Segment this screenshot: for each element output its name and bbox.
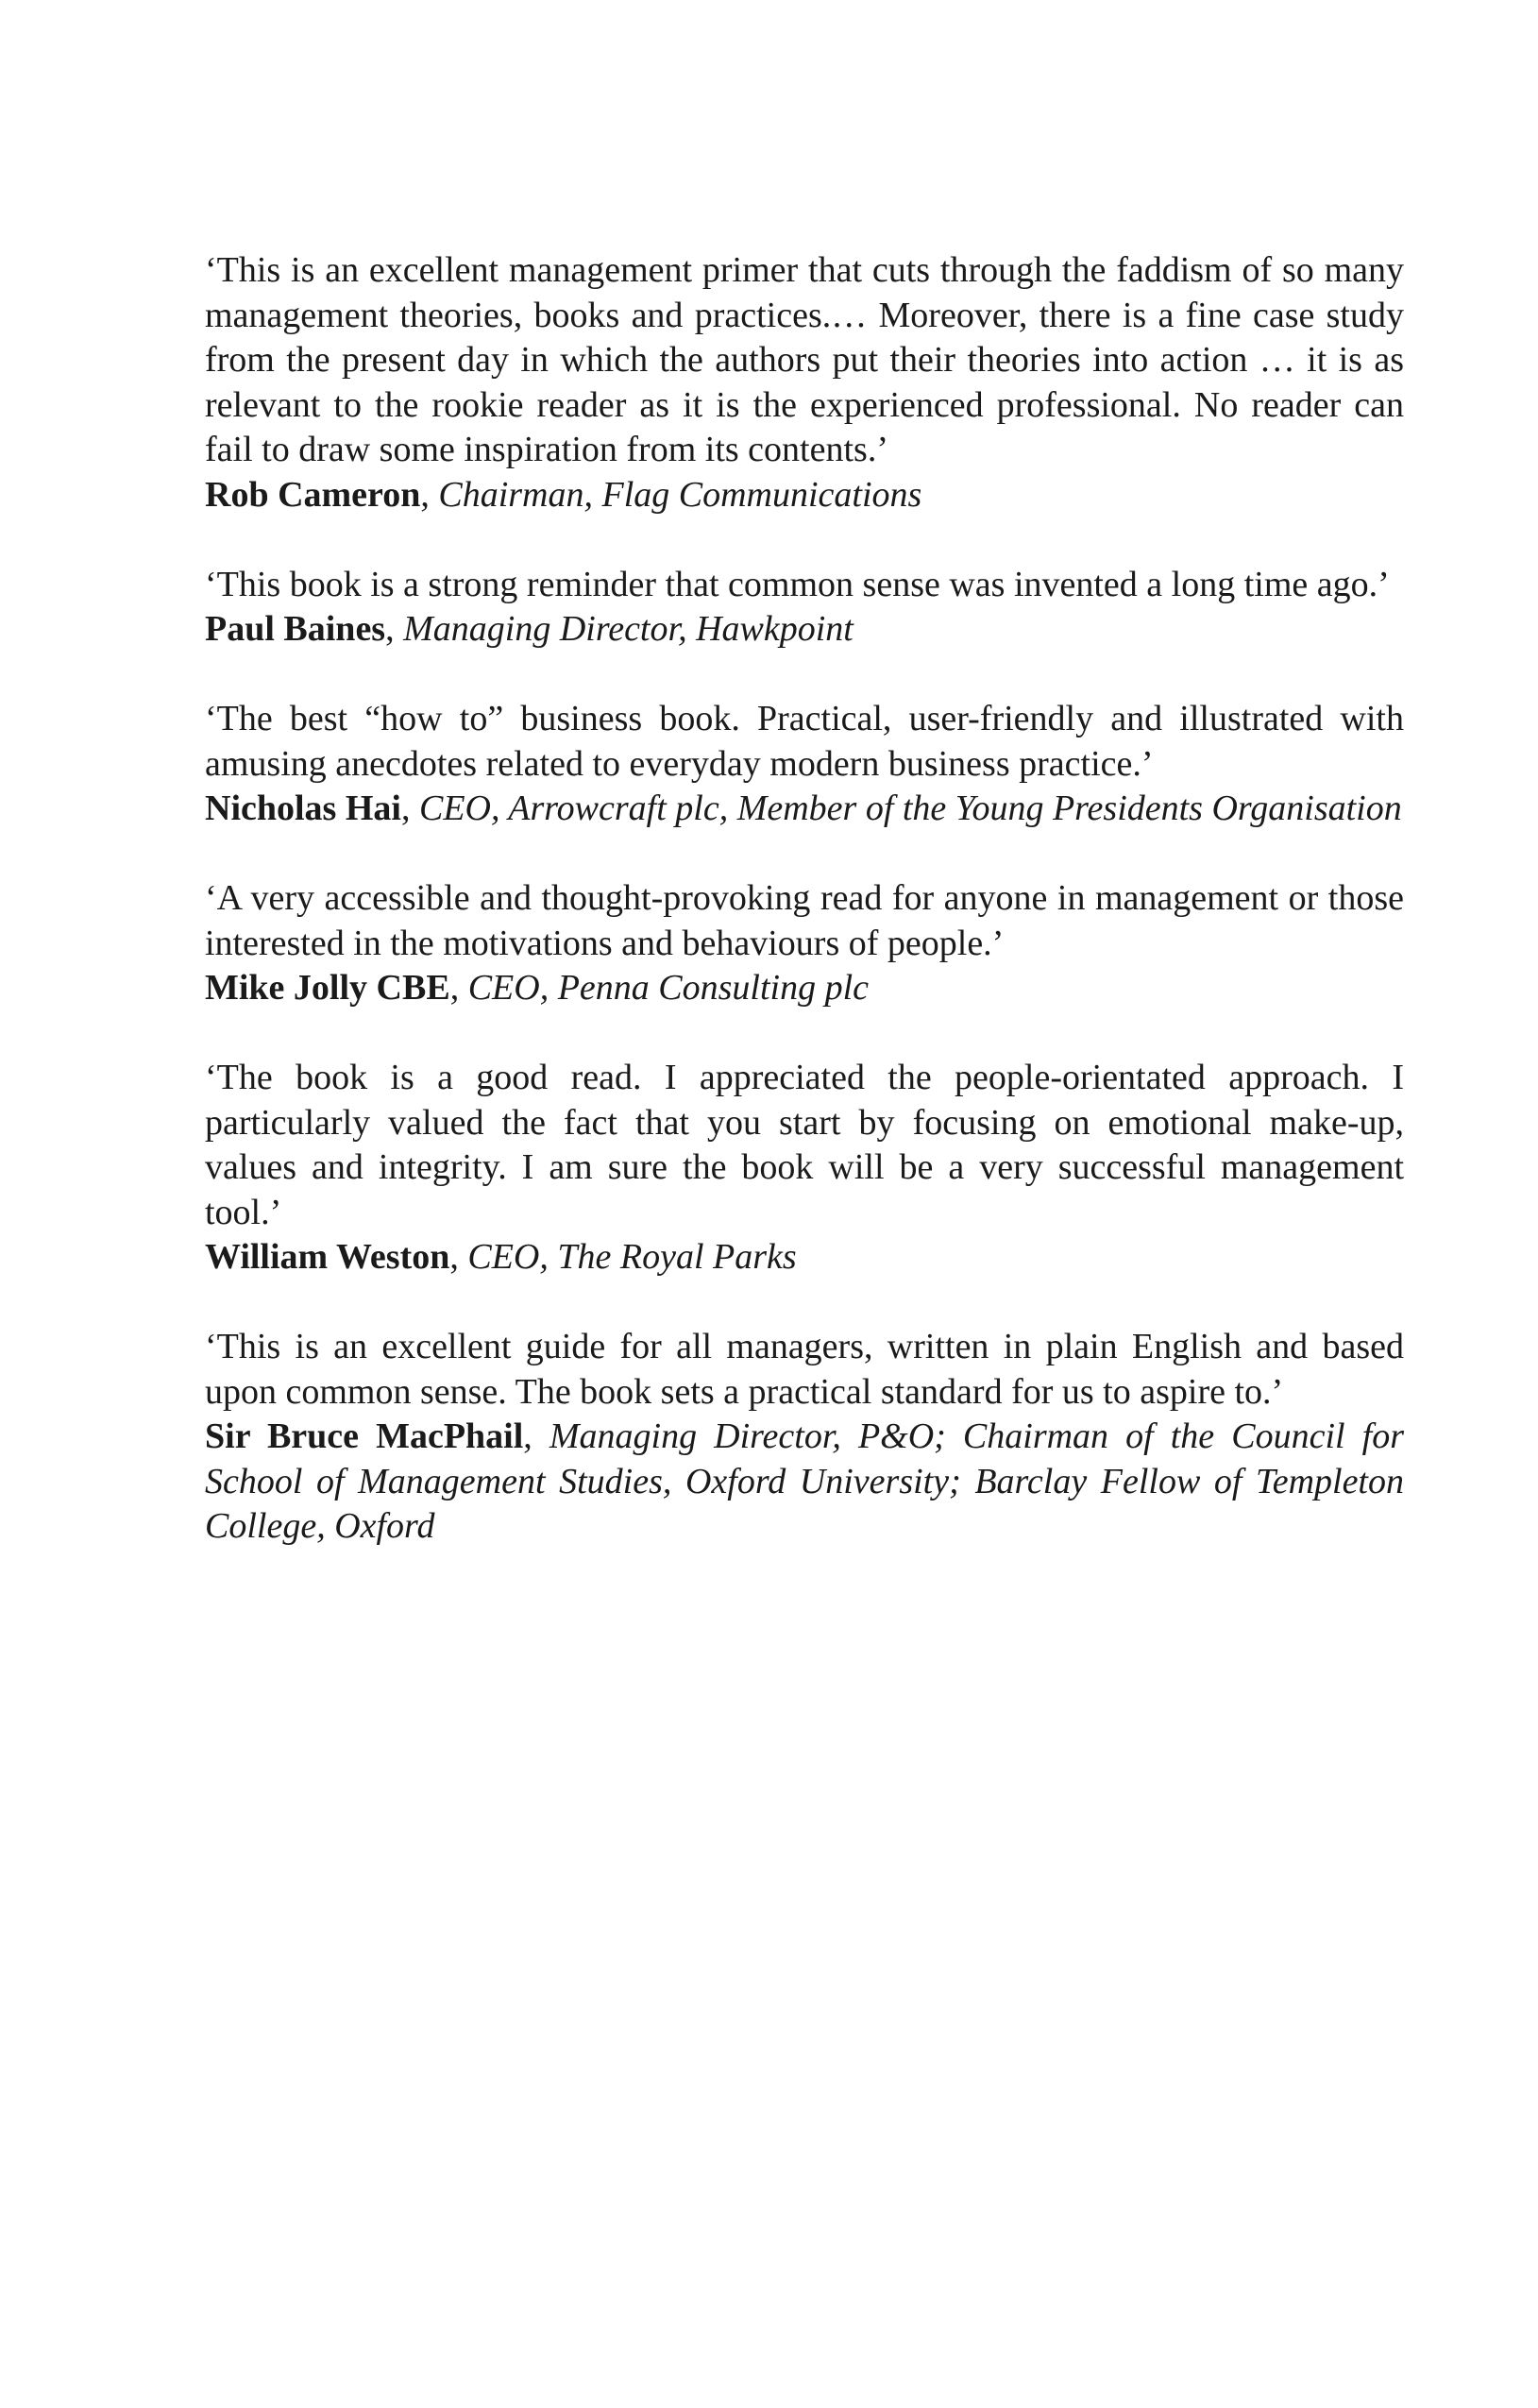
endorsement-quote: ‘This is an excellent management primer that cuts through the faddism of so many management theories, books and practices.… Moreover, there is a fine case study from the present day in which the authors put their theories into action … it is as relevant to the rookie reader as it is the experienced professional. No reader can fail to draw some inspiration from its contents.’ (205, 250, 1404, 469)
attribution-separator: , (449, 1237, 468, 1277)
endorsement-bruce-macphail (205, 1325, 1404, 1550)
endorser-name: Nicholas Hai (205, 789, 401, 828)
endorsement-attribution (205, 966, 1404, 1011)
endorsement-quote: ‘The book is a good read. I appreciated the people-orientated approach. I particularly valued the fact that you start by focusing on emotional make-up, values and integrity. I am sure the book will be a very successful management tool.’ (205, 1058, 1404, 1232)
attribution-separator: , (385, 609, 404, 649)
endorser-name: Mike Jolly CBE (205, 968, 450, 1008)
endorsement-quote: ‘This book is a strong reminder that common sense was invented a long time ago.’ (205, 564, 1390, 604)
endorsement-attribution (205, 787, 1404, 832)
endorsement-nicholas-hai (205, 697, 1404, 832)
attribution-separator: , (523, 1416, 549, 1456)
endorsement-attribution (205, 607, 1404, 653)
endorser-name: William Weston (205, 1237, 450, 1277)
endorser-name: Sir Bruce MacPhail (205, 1416, 524, 1456)
attribution-separator: , (449, 968, 468, 1008)
endorsements-list (205, 248, 1404, 1594)
endorsement-attribution (205, 1415, 1404, 1550)
endorser-role: CEO, The Royal Parks (467, 1237, 797, 1277)
endorsement-quote: ‘The best “how to” business book. Practical, user-friendly and illustrated with amusing anecdotes related to everyday modern business practice.’ (205, 699, 1404, 784)
endorsement-quote: ‘A very accessible and thought-provoking read for anyone in management or those interested in the motivations and behaviours of people.’ (205, 878, 1404, 963)
endorsement-quote: ‘This is an excellent guide for all managers, written in plain English and based upon common sense. The book sets a practical standard for us to aspire to.’ (205, 1327, 1404, 1412)
endorsement-attribution (205, 473, 1404, 518)
endorsement-mike-jolly (205, 876, 1404, 1011)
attribution-separator: , (420, 474, 439, 515)
endorsement-paul-baines (205, 563, 1404, 653)
endorser-role: Managing Director, P&O; Chairman of the Council for School of Management Studies, Oxford University; Barclay Fellow of Templeton College, Oxford (205, 1416, 1404, 1546)
endorsement-william-weston (205, 1056, 1404, 1280)
endorsement-rob-cameron (205, 248, 1404, 517)
endorser-name: Rob Cameron (205, 474, 421, 515)
endorser-name: Paul Baines (205, 609, 386, 649)
endorsement-attribution (205, 1235, 1404, 1280)
attribution-separator: , (400, 789, 419, 828)
endorser-role: CEO, Penna Consulting plc (467, 968, 869, 1008)
endorser-role: Managing Director, Hawkpoint (403, 609, 854, 649)
endorser-role: CEO, Arrowcraft plc, Member of the Young Presidents Organisation (418, 789, 1402, 828)
endorser-role: Chairman, Flag Communications (438, 474, 922, 515)
